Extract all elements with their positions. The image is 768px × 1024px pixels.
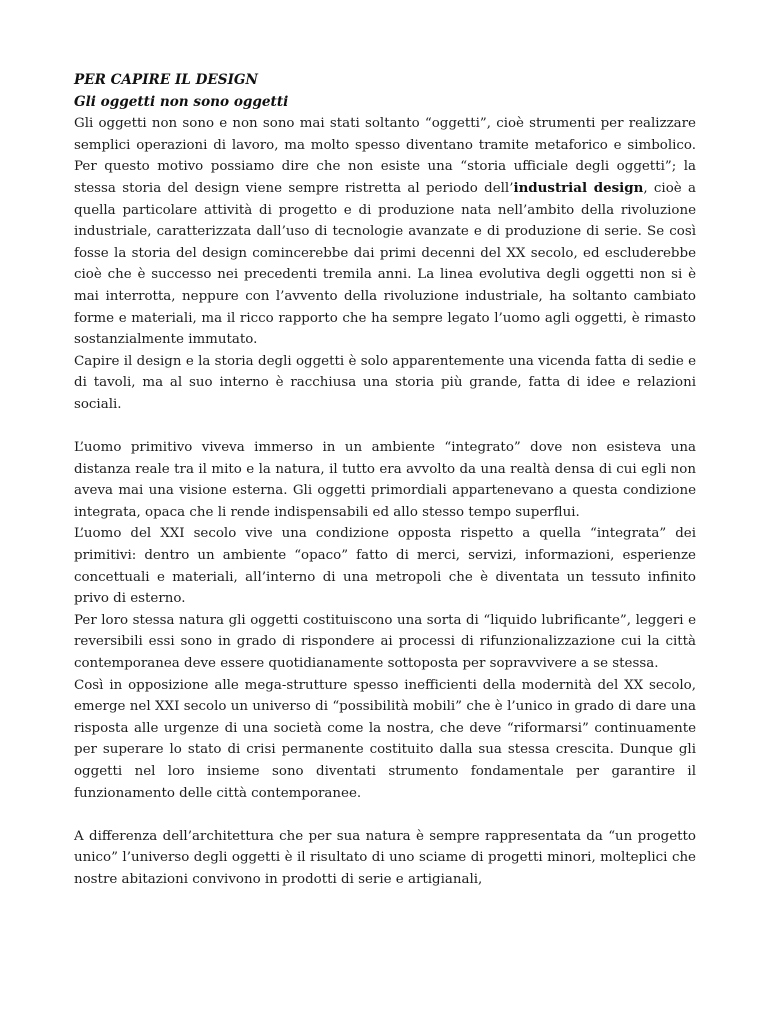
paragraph-5: Per loro stessa natura gli oggetti costituiscono una sorta di “liquido lubrificante”, leggeri e reversibili essi sono in grado di rispondere ai processi di rifunzionalizzazione cui la città contemporanea deve essere quotidianamente sottoposta per sopravvivere a se stessa.: [74, 612, 696, 672]
paragraph-1-text-start: Gli oggetti non sono e non sono mai stati soltanto “oggetti”, cioè strumenti per realizzare semplici operazioni di lavoro, ma molto spesso diventano tramite metaforico e simbolico. Per questo motivo possiamo dire che non esiste una “storia ufficiale degli oggetti”; la stessa storia del design viene sempre ristretta al periodo dell’: [74, 116, 696, 196]
document-subtitle: Gli oggetti non sono oggetti: [74, 93, 289, 110]
paragraph-3: L’uomo primitivo viveva immerso in un ambiente “integrato” dove non esisteva una distanza reale tra il mito e la natura, il tutto era avvolto da una realtà densa di cui egli non aveva mai una visione esterna. Gli oggetti primordiali appartenevano a questa condizione integrata, opaca che li rende indispensabili ed allo stesso tempo superflui.: [74, 440, 696, 520]
paragraph-2: Capire il design e la storia degli oggetti è solo apparentemente una vicenda fatta di sedie e di tavoli, ma al suo interno è racchiusa una storia più grande, fatta di idee e relazioni sociali.: [74, 353, 696, 412]
paragraph-6: Così in opposizione alle mega-strutture spesso inefficienti della modernità del XX secolo, emerge nel XXI secolo un universo di “possibilità mobili” che è l’unico in grado di dare una risposta alle urgenze di una società come la nostra, che deve “riformarsi” continuamente per superare lo stato di crisi permanente costituito dalla sua stessa crescita. Dunque gli oggetti nel loro insieme sono diventati strumento fondamentale per garantire il funzionamento delle città contemporanee.: [74, 677, 696, 801]
industrial-design-term: industrial design: [513, 179, 644, 196]
paragraph-1-text-end: , cioè a quella particolare attività di progetto e di produzione nata nell’ambito della rivoluzione industriale, caratterizzata dall’uso di tecnologie avanzate e di produzione di serie. Se così fosse la storia del design comincerebbe dai primi decenni del XX secolo, ed escluderebbe cioè che è successo nei precedenti tremila anni. La linea evolutiva degli oggetti non si è mai interrotta, neppure con l’avvento della rivoluzione industriale, ha soltanto cambiato forme e materiali, ma il ricco rapporto che ha sempre legato l’uomo agli oggetti, è rimasto sostanzialmente immutato.: [74, 180, 696, 348]
paragraph-4: L’uomo del XXI secolo vive una condizione opposta rispetto a quella “integrata” dei primitivi: dentro un ambiente “opaco” fatto di merci, servizi, informazioni, esperienze concettuali e materiali, all’interno di una metropoli che è diventata un tessuto infinito privo di esterno.: [74, 526, 696, 607]
paragraph-1: [74, 113, 696, 351]
document-body: [74, 70, 696, 891]
paragraph-7: A differenza dell’architettura che per sua natura è sempre rappresentata da “un progetto unico” l’universo degli oggetti è il risultato di uno sciame di progetti minori, molteplici che nostre abitazioni convivono in prodotti di serie e artigianali,: [74, 828, 696, 887]
document-title: PER CAPIRE IL DESIGN: [74, 72, 258, 88]
paragraph-spacer: [74, 416, 696, 438]
paragraph-spacer: [74, 804, 696, 826]
